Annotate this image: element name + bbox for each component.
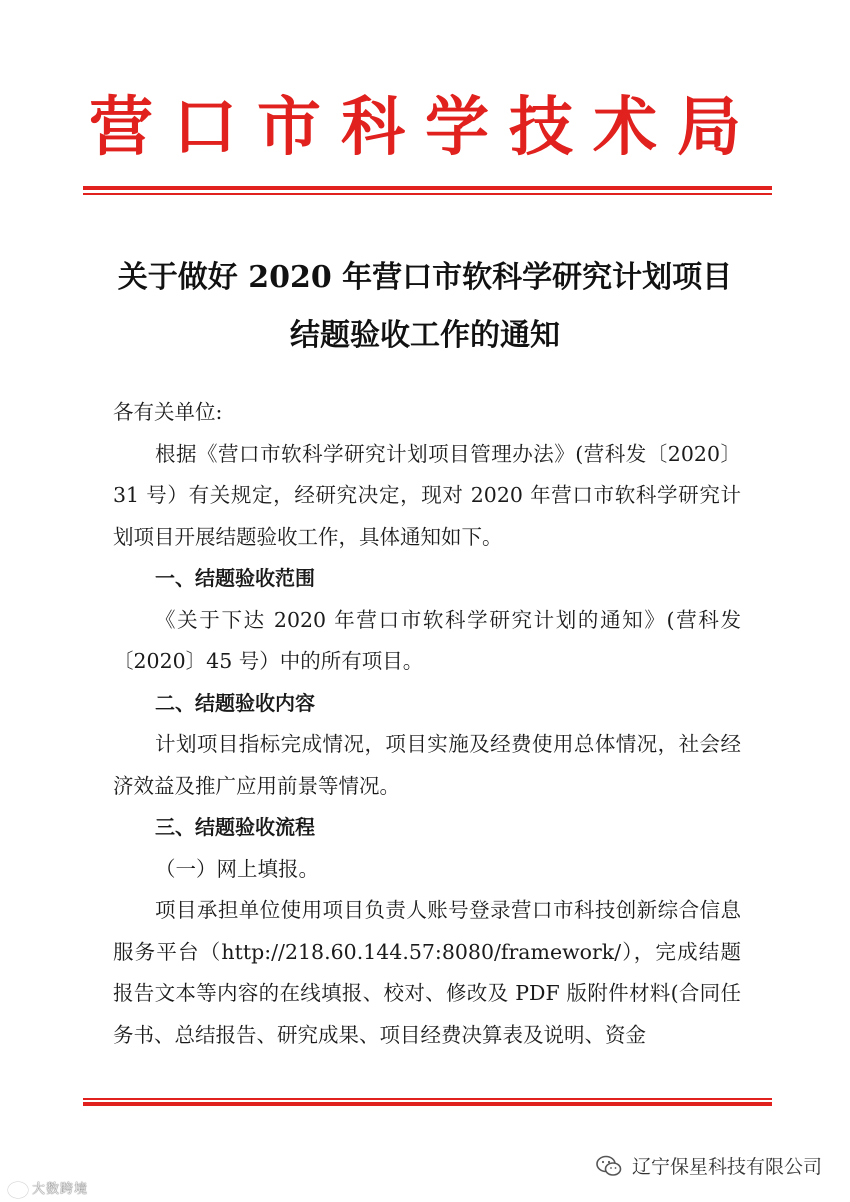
title-line-2: 结题验收工作的通知 <box>290 318 560 353</box>
watermark-right-text: 辽宁保星科技有限公司 <box>631 1156 822 1178</box>
title-line-1: 关于做好 2020 年营口市软科学研究计划项目 <box>117 260 733 295</box>
section-3-paragraph: 项目承担单位使用项目负责人账号登录营口市科技创新综合信息服务平台（http://218.60.144.57:8080/framework/），完成结题报告文本等内容的在线填报、校对、修改及 PDF 版附件材料(合同任务书、总结报告、研究成果、项目经费决算表及说明、资金 <box>113 898 741 1047</box>
red-rule-bottom-thick <box>83 1102 772 1106</box>
section-2-paragraph: 计划项目指标完成情况，项目实施及经费使用总体情况，社会经济效益及推广应用前景等情况。 <box>113 732 741 798</box>
red-rule-top-thick <box>83 186 772 190</box>
agency-masthead: 营口市科学技术局 <box>89 90 761 165</box>
section-2-heading: 二、结题验收内容 <box>155 690 315 715</box>
section-3-heading: 三、结题验收流程 <box>155 815 315 839</box>
source-watermark-right <box>596 1152 822 1179</box>
document-body <box>113 392 741 1056</box>
source-watermark-left <box>8 1178 88 1198</box>
section-1-paragraph: 《关于下达 2020 年营口市软科学研究计划的通知》(营科发〔2020〕45 号）中的所有项目。 <box>113 607 741 673</box>
red-rule-top-thin <box>83 193 772 195</box>
document-title <box>0 249 850 365</box>
salutation: 各有关单位: <box>113 400 223 424</box>
section-3-subheading: （一）网上填报。 <box>155 856 319 881</box>
logo-icon <box>8 1182 28 1198</box>
section-1-heading: 一、结题验收范围 <box>155 566 315 590</box>
red-rule-bottom-thin <box>83 1098 772 1100</box>
wechat-icon <box>596 1155 622 1177</box>
intro-paragraph: 根据《营口市软科学研究计划项目管理办法》(营科发〔2020〕31 号）有关规定，经研究决定，现对 2020 年营口市软科学研究计划项目开展结题验收工作，具体通知如下。 <box>113 441 741 549</box>
watermark-left-text: 大数跨境 <box>32 1182 89 1197</box>
